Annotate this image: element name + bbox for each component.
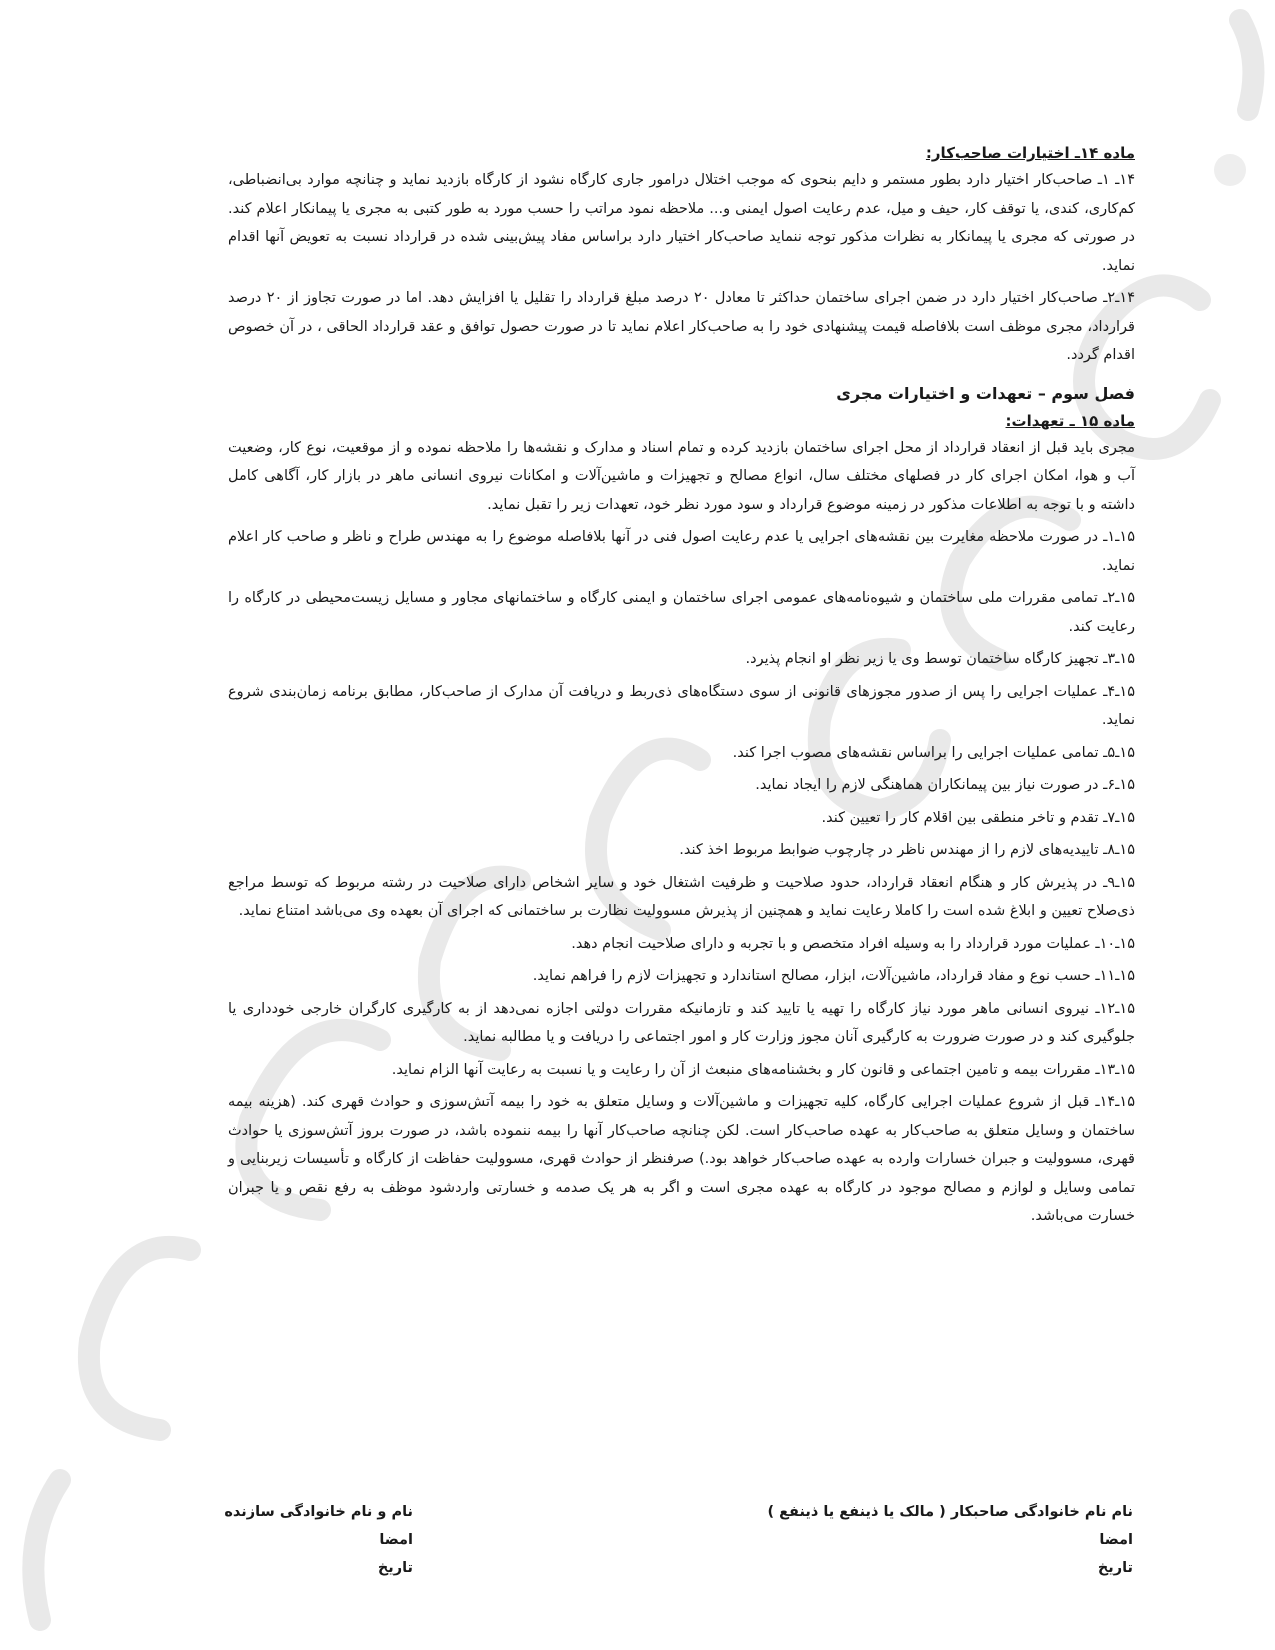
- article-15-heading: [228, 408, 1135, 434]
- article-15-intro: مجری باید قبل از انعقاد قرارداد از محل اجرای ساختمان بازدید کرده و تمام اسناد و مدارک و نقشه‌ها را ملاحظه نموده و از موقعیت، نوع کار، وضعیت آب و هوا، امکان اجرای کار در فصلهای مختلف سال، انواع مصالح و تجهیزات و ماشین‌آلات و امکانات نیروی انسانی ماهر در بازار کار، آگاهی کامل داشته و با توجه به اطلاعات مذکور در زمینه موضوع قرارداد و سود مورد نظر خود، تعهدات زیر را تقبل نماید.: [228, 439, 1135, 513]
- article-15-item-2: ۱۵ـ۲ـ تمامی مقررات ملی ساختمان و شیوه‌نامه‌های عمومی اجرای ساختمان و ایمنی کارگاه و ساختمانهای مجاور و مسایل زیست‌محیطی در کارگاه را رعایت کند.: [228, 590, 1135, 635]
- article-14-para-1: ۱۴ـ ۱ـ صاحب‌کار اختیار دارد بطور مستمر و دایم بنحوی که موجب اختلال درامور جاری کارگاه نشود از کارگاه بازدید نماید و چنانچه موارد بی‌انضباطی، کم‌کاری، کندی، یا توقف کار، حیف و میل، عدم رعایت اصول ایمنی و... ملاحظه نمود مراتب را حسب مورد به طور کتبی به مجری یا پیمانکار اعلام کند. در صورتی که مجری یا پیمانکار به نظرات مذکور توجه ننماید صاحب‌کار اختیار دارد براساس مفاد پیش‌بینی شده در قرارداد نسبت به تعویض آنها اقدام نماید.: [228, 172, 1135, 274]
- article-15-item-8: ۱۵ـ۸ـ تاییدیه‌های لازم را از مهندس ناظر در چارچوب ضوابط مربوط اخذ کند.: [679, 842, 1135, 858]
- article-15-item-5: ۱۵ـ۵ـ تمامی عملیات اجرایی را براساس نقشه‌های مصوب اجرا کند.: [732, 744, 1135, 761]
- article-15-item-6: ۱۵ـ۶ـ در صورت نیاز بین پیمانکاران هماهنگی لازم را ایجاد نماید.: [755, 777, 1135, 793]
- article-15-item-1: ۱۵ـ۱ـ در صورت ملاحظه مغایرت بین نقشه‌های اجرایی یا عدم رعایت اصول فنی در آنها بلافاصله موضوع را به مهندس طراح و ناظر و صاحب کار اعلام نماید.: [228, 529, 1135, 574]
- article-15-title: ماده ۱۵ ـ تعهدات:: [1005, 411, 1135, 430]
- article-15-item-13: ۱۵ـ۱۳ـ مقررات بیمه و تامین اجتماعی و قانون کار و بخشنامه‌های منبعث از آن را رعایت و یا نسبت به رعایت آنها الزام نماید.: [391, 1061, 1135, 1078]
- document-body: [228, 140, 1135, 1235]
- builder-name-label: نام و نام خانوادگی سازنده: [224, 1504, 413, 1520]
- article-15-item-11: ۱۵ـ۱۱ـ حسب نوع و مفاد قرارداد، ماشین‌آلات، ابزار، مصالح استاندارد و تجهیزات لازم را فراهم نماید.: [532, 968, 1135, 984]
- article-15-item-3: ۱۵ـ۳ـ تجهیز کارگاه ساختمان توسط وی یا زیر نظر او انجام پذیرد.: [745, 651, 1135, 667]
- owner-signature-block: [767, 1498, 1133, 1582]
- article-15-item-10: ۱۵ـ۱۰ـ عملیات مورد قرارداد را به وسیله افراد متخصص و با تجربه و دارای صلاحیت انجام دهد.: [571, 935, 1135, 952]
- builder-signature-block: [224, 1498, 413, 1582]
- article-15-item-14: ۱۵ـ۱۴ـ قبل از شروع عملیات اجرایی کارگاه، کلیه تجهیزات و ماشین‌آلات و وسایل متعلق به خود را بیمه آتش‌سوزی و حوادث قهری کند. (هزینه بیمه ساختمان و وسایل متعلق به صاحب‌کار به عهده صاحب‌کار است. لکن چنانچه صاحب‌کار آنها را بیمه ننموده باشد، در صورت بروز آتش‌سوزی یا حوادث قهری، مسوولیت و جبران خسارات وارده به عهده صاحب‌کار خواهد بود.) صرفنظر از حوادث قهری، مسوولیت حفاظت از کارگاه و تأسیسات زیربنایی و تمامی وسایل و لوازم و مصالح موجود در کارگاه به عهده مجری است و اگر به هر یک صدمه و خسارتی واردشود موظف به رفع نقص و یا جبران خسارت می‌باشد.: [228, 1094, 1135, 1224]
- article-15-item-9: ۱۵ـ۹ـ در پذیرش کار و هنگام انعقاد قرارداد، حدود صلاحیت و ظرفیت اشتغال خود و سایر اشخاص دارای صلاحیت در رشته مربوط که توسط مراجع ذی‌صلاح تعیین و ابلاغ شده است را کاملا رعایت نماید و همچنین از پذیرش مسوولیت نظارت بر ساختمانی که اجرای آن بعهده وی می‌باشد امتناع نماید.: [228, 874, 1135, 919]
- article-14-title: ماده ۱۴ـ اختیارات صاحب‌کار:: [925, 144, 1135, 162]
- owner-date-label: تاریخ: [1097, 1560, 1133, 1576]
- article-15-item-4: ۱۵ـ۴ـ عملیات اجرایی را پس از صدور مجوزهای قانونی از سوی دستگاه‌های ذی‌ربط و دریافت آن مدارک از صاحب‌کار، مطابق برنامه زمان‌بندی شروع نماید.: [228, 683, 1135, 728]
- builder-date-label: تاریخ: [377, 1560, 413, 1576]
- chapter-3-title: فصل سوم – تعهدات و اختیارات مجری: [836, 383, 1135, 403]
- builder-sign-label: امضا: [379, 1532, 413, 1548]
- article-15-item-12: ۱۵ـ۱۲ـ نیروی انسانی ماهر مورد نیاز کارگاه را تهیه یا تایید کند و تازمانیکه مقررات دولتی اجازه نمی‌دهد از به کارگیری کارگران خارجی خودداری یا جلوگیری کند و در صورت ضرورت به کارگیری آنان مجوز وزارت کار و امور اجتماعی را دریافت و یا مطالبه نماید.: [228, 1000, 1135, 1045]
- article-14-heading: [228, 140, 1135, 166]
- article-15-item-7: ۱۵ـ۷ـ تقدم و تاخر منطقی بین اقلام کار را تعیین کند.: [821, 809, 1135, 826]
- article-14-para-2: ۱۴ـ۲ـ صاحب‌کار اختیار دارد در ضمن اجرای ساختمان حداکثر تا معادل ۲۰ درصد مبلغ قرارداد را تقلیل یا افزایش دهد. اما در صورت تجاوز از ۲۰ درصد قرارداد، مجری موظف است بلافاصله قیمت پیشنهادی خود را به صاحب‌کار اعلام نماید تا در صورت حصول توافق و عقد قرارداد الحاقی ، در آن خصوص اقدام گردد.: [228, 290, 1135, 363]
- owner-name-label: نام نام خانوادگی صاحبکار ( مالک یا ذینفع یا ذینفع ): [767, 1504, 1133, 1520]
- owner-sign-label: امضا: [1099, 1532, 1133, 1548]
